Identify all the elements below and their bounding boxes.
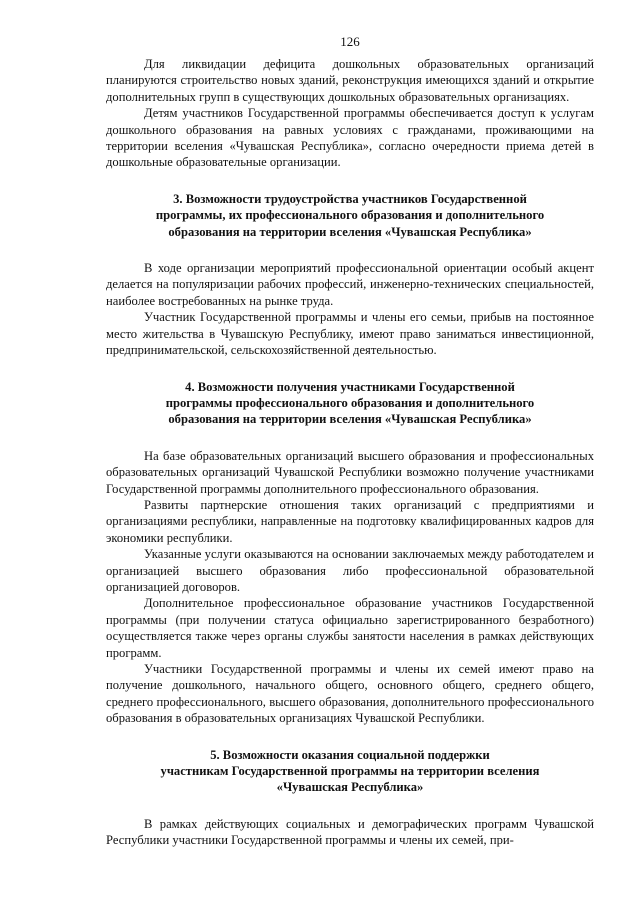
paragraph: Для ликвидации дефицита дошкольных образовательных организаций планируются строительство новых зданий, реконструкция имеющихся зданий и открытие дополнительных групп в существующих дошкольных образовательных организациях. [106, 57, 594, 104]
section-heading [106, 379, 594, 428]
paragraph: На базе образовательных организаций высшего образования и профессиональных образовательных организаций Чувашской Республики возможно получение участниками Государственной программы дополнительного профессионального образования. [106, 448, 594, 496]
paragraph: Детям участников Государственной программы обеспечивается доступ к услугам дошкольного образования на равных условиях с гражданами, проживающими на территории вселения «Чувашская Республика», согласно очередности приема детей в дошкольные образовательные организации. [106, 106, 594, 170]
heading-line: участникам Государственной программы на территории вселения [160, 764, 540, 779]
page-number: 126 [340, 34, 360, 49]
heading-line: «Чувашская Республика» [276, 780, 424, 795]
section-heading [106, 747, 594, 796]
intro-block [106, 56, 594, 171]
paragraph: Развиты партнерские отношения таких организаций с предприятиями и организациями республики, направленные на подготовку квалифицированных кадров для экономики республики. [106, 497, 594, 545]
heading-line: программы профессионального образования и дополнительного [165, 395, 535, 410]
paragraph: Указанные услуги оказываются на основании заключаемых между работодателем и организацией высшего образования либо профессиональной образовательной организацией договоров. [106, 547, 594, 594]
heading-line: образования на территории вселения «Чувашская Республика» [168, 412, 532, 427]
heading-line: образования на территории вселения «Чувашская Республика» [168, 224, 532, 239]
heading-line: программы, их профессионального образования и дополнительного [155, 208, 545, 223]
heading-line: 3. Возможности трудоустройства участников Государственной [173, 191, 527, 206]
document-page [106, 34, 594, 849]
paragraph: Участники Государственной программы и члены их семей имеют право на получение дошкольного, начального общего, основного общего, среднего общего, среднего профессионального, высшего образования, дополнительного профессионального образования в образовательных организациях Чувашской Республики. [106, 662, 594, 726]
paragraph: Участник Государственной программы и члены его семьи, прибыв на постоянное место жительства в Чувашскую Республику, имеют право заниматься инвестиционной, предпринимательской, сельскохозяйственной деятельностью. [106, 310, 594, 358]
paragraph: Дополнительное профессиональное образование участников Государственной программы (при получении статуса официально зарегистрированного безработного) осуществляется также через органы службы занятости населения в рамках действующих программ. [106, 596, 594, 660]
section-4 [106, 379, 594, 727]
paragraph: В ходе организации мероприятий профессиональной ориентации особый акцент делается на популяризации рабочих профессий, инженерно-технических специальностей, наиболее востребованных на рынке труда. [106, 261, 594, 308]
section-5 [106, 747, 594, 849]
heading-line: 4. Возможности получения участниками Государственной [185, 379, 515, 394]
section-3 [106, 191, 594, 359]
paragraph: В рамках действующих социальных и демографических программ Чувашской Республики участники Государственной программы и члены их семей, при- [106, 816, 594, 848]
heading-line: 5. Возможности оказания социальной поддержки [210, 747, 490, 762]
section-heading [106, 191, 594, 240]
